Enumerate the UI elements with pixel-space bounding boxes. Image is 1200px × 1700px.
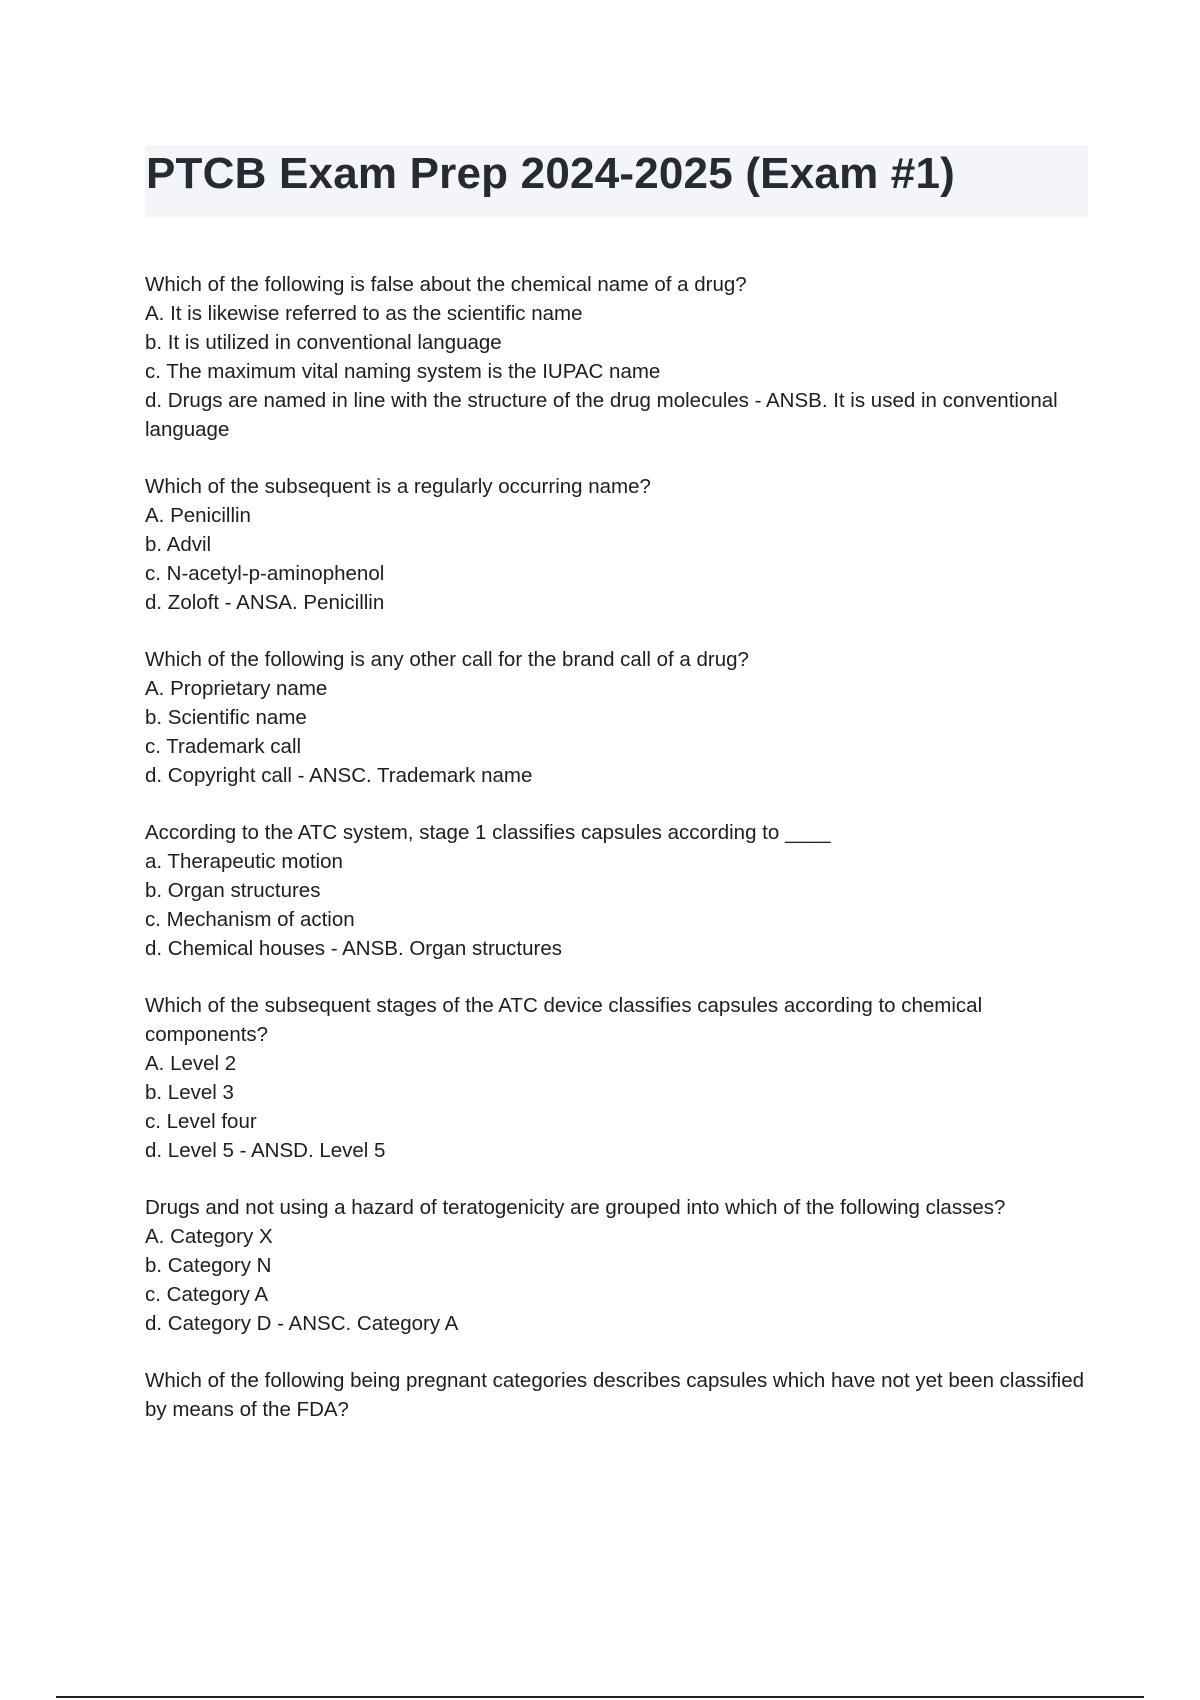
answer-option: A. Penicillin bbox=[145, 504, 251, 527]
answer-option: c. Category A bbox=[145, 1283, 269, 1306]
answer-option: b. Organ structures bbox=[145, 879, 321, 902]
answer-option: A. It is likewise referred to as the scientific name bbox=[145, 302, 583, 325]
question-list bbox=[145, 270, 1090, 1452]
question-block-2 bbox=[145, 472, 1090, 617]
answer-option: A. Level 2 bbox=[145, 1052, 237, 1075]
question-block-7 bbox=[145, 1366, 1090, 1424]
question-block-3 bbox=[145, 645, 1090, 790]
question-text: Which of the subsequent stages of the ATC device classifies capsules according to chemical components? bbox=[145, 994, 983, 1046]
answer-option-with-key: d. Zoloft - ANSA. Penicillin bbox=[145, 591, 385, 614]
answer-option-with-key: d. Category D - ANSC. Category A bbox=[145, 1312, 459, 1335]
answer-option: c. Mechanism of action bbox=[145, 908, 355, 931]
question-block-6 bbox=[145, 1193, 1090, 1338]
question-block-4 bbox=[145, 818, 1090, 963]
answer-option-with-key: d. Level 5 - ANSD. Level 5 bbox=[145, 1139, 386, 1162]
question-text: Which of the following is any other call for the brand call of a drug? bbox=[145, 648, 749, 671]
answer-option: c. Level four bbox=[145, 1110, 257, 1133]
answer-option: A. Proprietary name bbox=[145, 677, 328, 700]
question-block-5 bbox=[145, 991, 1090, 1165]
answer-option: b. Level 3 bbox=[145, 1081, 234, 1104]
footer-rule bbox=[56, 1696, 1144, 1698]
question-text: Which of the following is false about the chemical name of a drug? bbox=[145, 273, 747, 296]
answer-option: b. It is utilized in conventional language bbox=[145, 331, 502, 354]
answer-option-with-key: d. Copyright call - ANSC. Trademark name bbox=[145, 764, 533, 787]
question-text: Which of the following being pregnant categories describes capsules which have not yet been classified by means of the FDA? bbox=[145, 1369, 1084, 1421]
page-title: PTCB Exam Prep 2024-2025 (Exam #1) bbox=[146, 149, 956, 198]
question-text: Which of the subsequent is a regularly occurring name? bbox=[145, 475, 651, 498]
answer-option: c. The maximum vital naming system is the IUPAC name bbox=[145, 360, 661, 383]
question-text: According to the ATC system, stage 1 classifies capsules according to ____ bbox=[145, 821, 831, 844]
question-block-1 bbox=[145, 270, 1090, 444]
answer-option: A. Category X bbox=[145, 1225, 273, 1248]
answer-option-with-key: d. Drugs are named in line with the structure of the drug molecules - ANSB. It is used in conventional language bbox=[145, 389, 1058, 441]
answer-option: c. Trademark call bbox=[145, 735, 302, 758]
answer-option: a. Therapeutic motion bbox=[145, 850, 343, 873]
answer-option-with-key: d. Chemical houses - ANSB. Organ structures bbox=[145, 937, 563, 960]
answer-option: b. Scientific name bbox=[145, 706, 307, 729]
answer-option: b. Advil bbox=[145, 533, 212, 556]
question-text: Drugs and not using a hazard of teratogenicity are grouped into which of the following classes? bbox=[145, 1196, 1006, 1219]
answer-option: c. N-acetyl-p-aminophenol bbox=[145, 562, 385, 585]
answer-option: b. Category N bbox=[145, 1254, 272, 1277]
